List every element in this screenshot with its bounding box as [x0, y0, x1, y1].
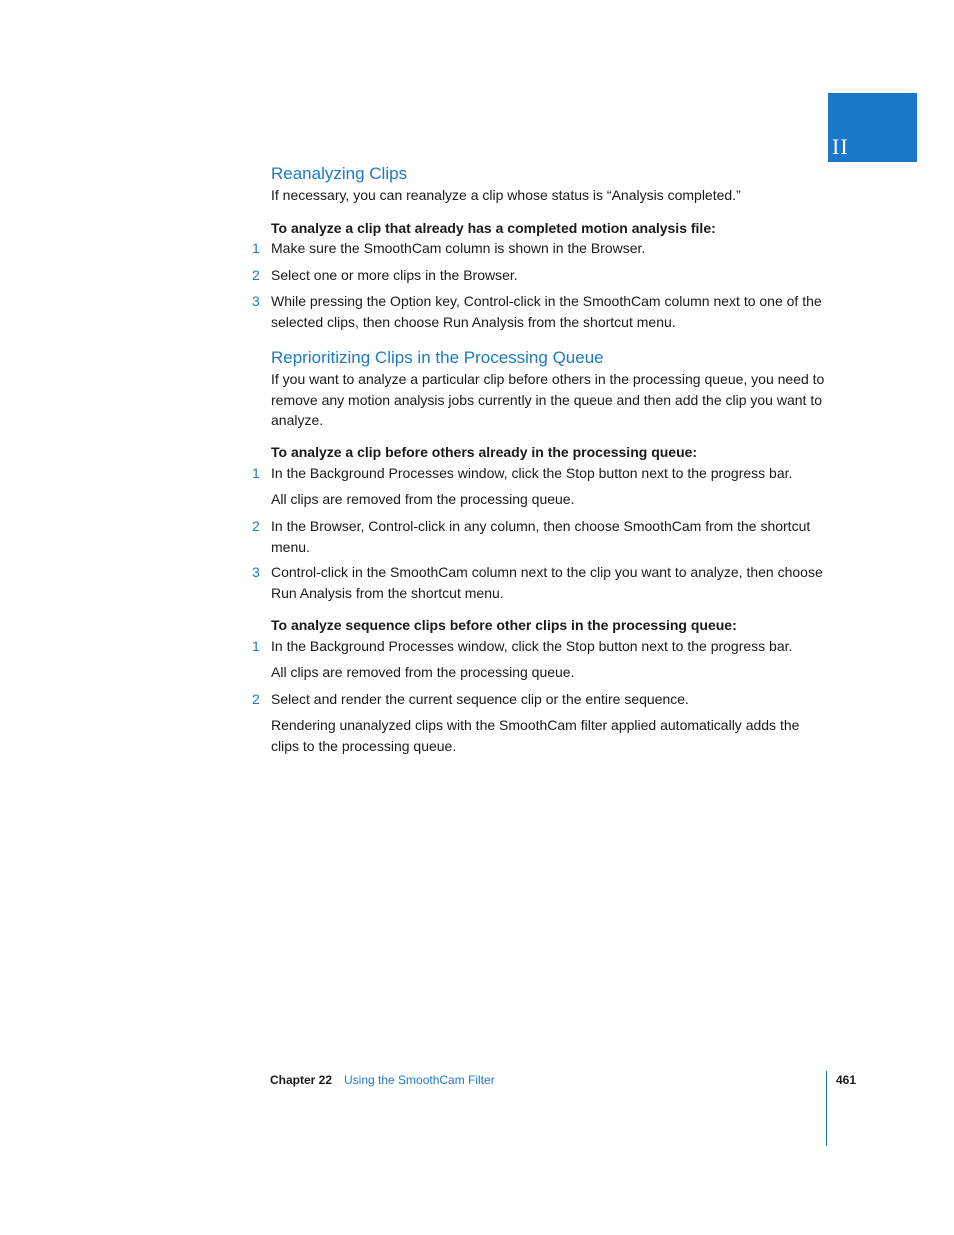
part-tab	[828, 93, 917, 162]
step-text: In the Background Processes window, click the Stop button next to the progress bar.	[271, 465, 793, 481]
step-text: In the Background Processes window, click the Stop button next to the progress bar.	[271, 638, 793, 654]
step-text: Make sure the SmoothCam column is shown in the Browser.	[271, 240, 646, 256]
section-intro: If necessary, you can reanalyze a clip whose status is “Analysis completed.”	[271, 187, 741, 203]
section-heading-reanalyzing: Reanalyzing Clips	[271, 164, 408, 183]
step-note: All clips are removed from the processing queue.	[271, 664, 575, 680]
step-text: In the Browser, Control-click in any column, then choose SmoothCam from the shortcut menu.	[271, 518, 811, 555]
step-number: 1	[252, 638, 260, 654]
step-number: 3	[252, 564, 260, 580]
footer-chapter-label: Chapter 22	[270, 1073, 333, 1087]
step-number: 2	[252, 691, 260, 707]
procedure-lead: To analyze a clip before others already in the processing queue:	[271, 444, 698, 460]
step-note: All clips are removed from the processing queue.	[271, 491, 575, 507]
section-heading-reprioritizing: Reprioritizing Clips in the Processing Queue	[271, 348, 604, 367]
step-text: Select and render the current sequence clip or the entire sequence.	[271, 691, 689, 707]
footer-chapter-title: Using the SmoothCam Filter	[344, 1073, 495, 1087]
page-number: 461	[836, 1073, 857, 1087]
step-text: While pressing the Option key, Control-click in the SmoothCam column next to one of the selected clips, then choose Run Analysis from the shortcut menu.	[271, 293, 822, 330]
step-number: 2	[252, 267, 260, 283]
part-number: II	[832, 134, 849, 159]
step-text: Select one or more clips in the Browser.	[271, 267, 518, 283]
procedure-lead: To analyze sequence clips before other clips in the processing queue:	[271, 617, 737, 633]
section-intro: If you want to analyze a particular clip before others in the processing queue, you need to remove any motion analysis jobs currently in the queue and then add the clip you want to analyze.	[271, 371, 825, 428]
procedure-lead: To analyze a clip that already has a completed motion analysis file:	[271, 220, 716, 236]
step-number: 1	[252, 240, 260, 256]
step-text: Control-click in the SmoothCam column next to the clip you want to analyze, then choose Run Analysis from the shortcut menu.	[271, 564, 823, 601]
step-number: 1	[252, 465, 260, 481]
step-note: Rendering unanalyzed clips with the SmoothCam filter applied automatically adds the clips to the processing queue.	[271, 717, 800, 754]
step-number: 2	[252, 518, 260, 534]
step-number: 3	[252, 293, 260, 309]
footer-divider	[826, 1071, 827, 1146]
